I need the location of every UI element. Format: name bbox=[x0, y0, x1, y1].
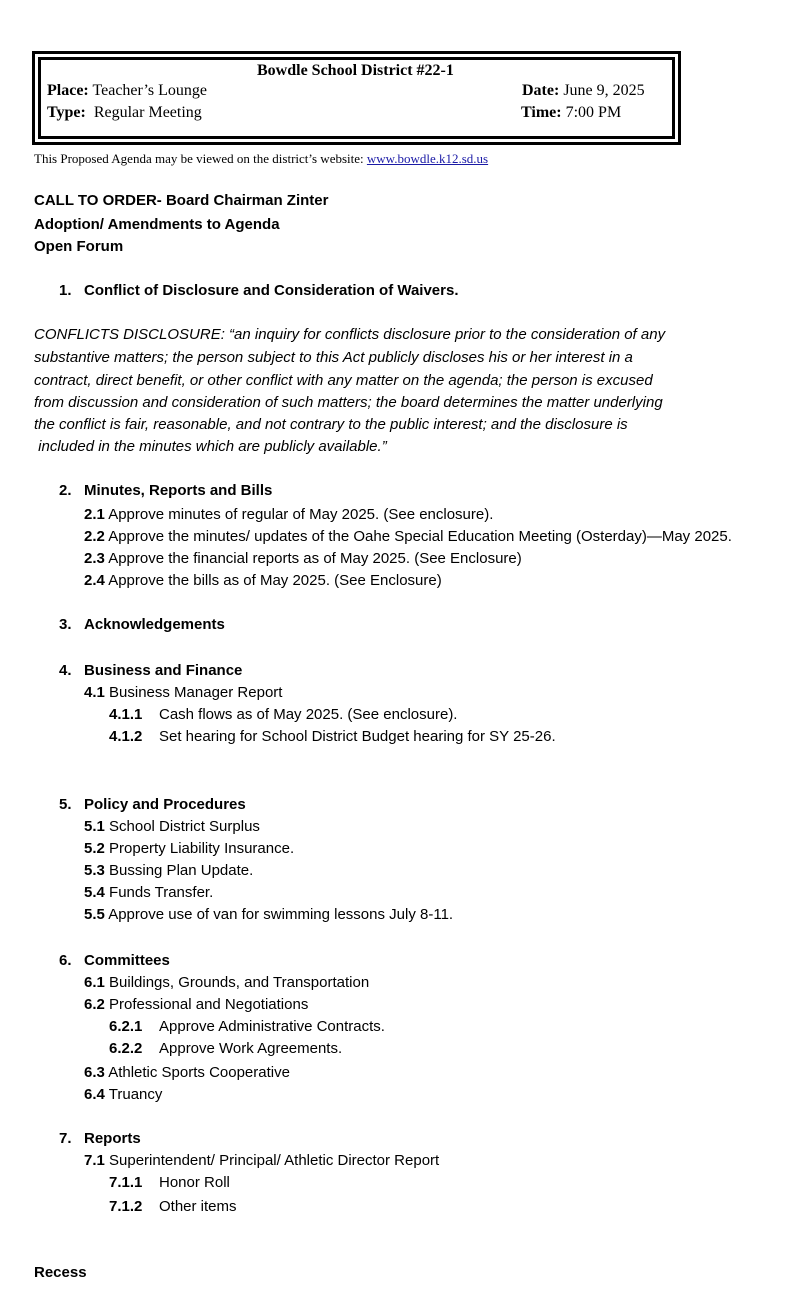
item-text: Buildings, Grounds, and Transportation bbox=[104, 974, 370, 991]
agenda-item-5-4 bbox=[84, 884, 213, 901]
agenda-item-5-3 bbox=[84, 862, 253, 879]
item-number: 2.4 bbox=[84, 572, 105, 589]
item-text: Funds Transfer. bbox=[104, 884, 214, 901]
section-5-title: Policy and Procedures bbox=[84, 796, 246, 813]
section-6-number: 6. bbox=[59, 952, 72, 969]
website-note-text: This Proposed Agenda may be viewed on the district’s website: bbox=[34, 151, 367, 166]
recess: Recess bbox=[34, 1264, 87, 1281]
time-value: 7:00 PM bbox=[565, 104, 622, 121]
place-value: Teacher’s Lounge bbox=[92, 82, 207, 99]
item-number: 5.5 bbox=[84, 906, 105, 923]
item-number: 6.2 bbox=[84, 996, 105, 1013]
section-7-title: Reports bbox=[84, 1130, 141, 1147]
item-text: Bussing Plan Update. bbox=[104, 862, 254, 879]
item-number: 2.1 bbox=[84, 506, 105, 523]
subitem-number: 4.1.1 bbox=[109, 706, 143, 723]
item-number: 5.4 bbox=[84, 884, 105, 901]
agenda-item-2-3 bbox=[84, 550, 522, 567]
item-number: 2.3 bbox=[84, 550, 105, 567]
type-row bbox=[47, 104, 202, 122]
disclosure-line: substantive matters; the person subject to this Act publicly discloses his or her interest in a bbox=[34, 349, 633, 366]
disclosure-line: included in the minutes which are publicly available.” bbox=[34, 438, 387, 455]
section-1-number: 1. bbox=[59, 282, 72, 299]
item-text: Approve minutes of regular of May 2025. (See enclosure). bbox=[104, 506, 494, 523]
section-6-title: Committees bbox=[84, 952, 170, 969]
district-title: Bowdle School District #22-1 bbox=[257, 62, 454, 79]
subitem-text: Honor Roll bbox=[159, 1174, 230, 1191]
subitem-text: Cash flows as of May 2025. (See enclosure). bbox=[159, 706, 458, 723]
date-row bbox=[522, 82, 645, 100]
section-3-title: Acknowledgements bbox=[84, 616, 225, 633]
website-link[interactable]: www.bowdle.k12.sd.us bbox=[366, 151, 489, 166]
item-text: Property Liability Insurance. bbox=[104, 840, 295, 857]
agenda-item-2-4 bbox=[84, 572, 442, 589]
item-text: Approve the financial reports as of May 2025. (See Enclosure) bbox=[104, 550, 522, 567]
subitem-number: 7.1.2 bbox=[109, 1198, 143, 1215]
section-3-number: 3. bbox=[59, 616, 72, 633]
section-2-title: Minutes, Reports and Bills bbox=[84, 482, 273, 499]
item-number: 2.2 bbox=[84, 528, 105, 545]
website-note bbox=[34, 151, 488, 167]
time-row bbox=[521, 104, 621, 122]
agenda-item-5-2 bbox=[84, 840, 294, 857]
agenda-item-6-2 bbox=[84, 996, 308, 1013]
disclosure-line: the conflict is fair, reasonable, and not contrary to the public interest; and the disclosure is bbox=[34, 416, 628, 433]
place-row bbox=[47, 82, 207, 100]
agenda-item-5-1 bbox=[84, 818, 260, 835]
item-number: 6.4 bbox=[84, 1086, 105, 1103]
section-7-number: 7. bbox=[59, 1130, 72, 1147]
section-2-number: 2. bbox=[59, 482, 72, 499]
subitem-number: 6.2.2 bbox=[109, 1040, 143, 1057]
subitem-text: Set hearing for School District Budget hearing for SY 25-26. bbox=[159, 728, 556, 745]
subitem-number: 4.1.2 bbox=[109, 728, 143, 745]
disclosure-line: contract, direct benefit, or other conflict with any matter on the agenda; the person is excused bbox=[34, 372, 653, 389]
date-value: June 9, 2025 bbox=[563, 82, 645, 99]
open-forum: Open Forum bbox=[34, 238, 124, 255]
item-text: Approve the bills as of May 2025. (See Enclosure) bbox=[104, 572, 442, 589]
agenda-item-2-1 bbox=[84, 506, 493, 523]
item-number: 5.3 bbox=[84, 862, 105, 879]
item-number: 6.3 bbox=[84, 1064, 105, 1081]
section-4-number: 4. bbox=[59, 662, 72, 679]
item-number: 7.1 bbox=[84, 1152, 105, 1169]
agenda-item-7-1 bbox=[84, 1152, 439, 1169]
subitem-number: 7.1.1 bbox=[109, 1174, 143, 1191]
section-1-title: Conflict of Disclosure and Consideration of Waivers. bbox=[84, 282, 459, 299]
subitem-number: 6.2.1 bbox=[109, 1018, 143, 1035]
disclosure-line: from discussion and consideration of such matters; the board determines the matter underlying bbox=[34, 394, 663, 411]
agenda-item-6-3 bbox=[84, 1064, 290, 1081]
adoption-amendments: Adoption/ Amendments to Agenda bbox=[34, 216, 280, 233]
agenda-item-5-5 bbox=[84, 906, 453, 923]
item-number: 4.1 bbox=[84, 684, 105, 701]
agenda-item-2-2 bbox=[84, 528, 732, 545]
section-5-number: 5. bbox=[59, 796, 72, 813]
subitem-text: Approve Work Agreements. bbox=[159, 1040, 343, 1057]
item-text: Athletic Sports Cooperative bbox=[104, 1064, 290, 1081]
item-text: School District Surplus bbox=[104, 818, 260, 835]
item-text: Approve the minutes/ updates of the Oahe Special Education Meeting (Osterday)—May 2025. bbox=[104, 528, 732, 545]
date-label: Date: bbox=[522, 82, 560, 99]
item-text: Superintendent/ Principal/ Athletic Director Report bbox=[104, 1152, 440, 1169]
item-number: 5.1 bbox=[84, 818, 105, 835]
agenda-item-4-1 bbox=[84, 684, 282, 701]
time-label: Time: bbox=[521, 104, 562, 121]
item-text: Approve use of van for swimming lessons July 8-11. bbox=[104, 906, 454, 923]
item-text: Business Manager Report bbox=[104, 684, 283, 701]
item-number: 5.2 bbox=[84, 840, 105, 857]
item-number: 6.1 bbox=[84, 974, 105, 991]
call-to-order: CALL TO ORDER- Board Chairman Zinter bbox=[34, 192, 329, 209]
place-label: Place: bbox=[47, 82, 89, 99]
disclosure-line: CONFLICTS DISCLOSURE: “an inquiry for conflicts disclosure prior to the consideration of any bbox=[34, 326, 666, 343]
section-4-title: Business and Finance bbox=[84, 662, 243, 679]
item-text: Truancy bbox=[104, 1086, 163, 1103]
subitem-text: Approve Administrative Contracts. bbox=[159, 1018, 385, 1035]
type-label: Type: bbox=[47, 104, 86, 121]
type-value: Regular Meeting bbox=[93, 104, 202, 121]
agenda-item-6-4 bbox=[84, 1086, 162, 1103]
agenda-item-6-1 bbox=[84, 974, 369, 991]
subitem-text: Other items bbox=[159, 1198, 237, 1215]
item-text: Professional and Negotiations bbox=[104, 996, 309, 1013]
